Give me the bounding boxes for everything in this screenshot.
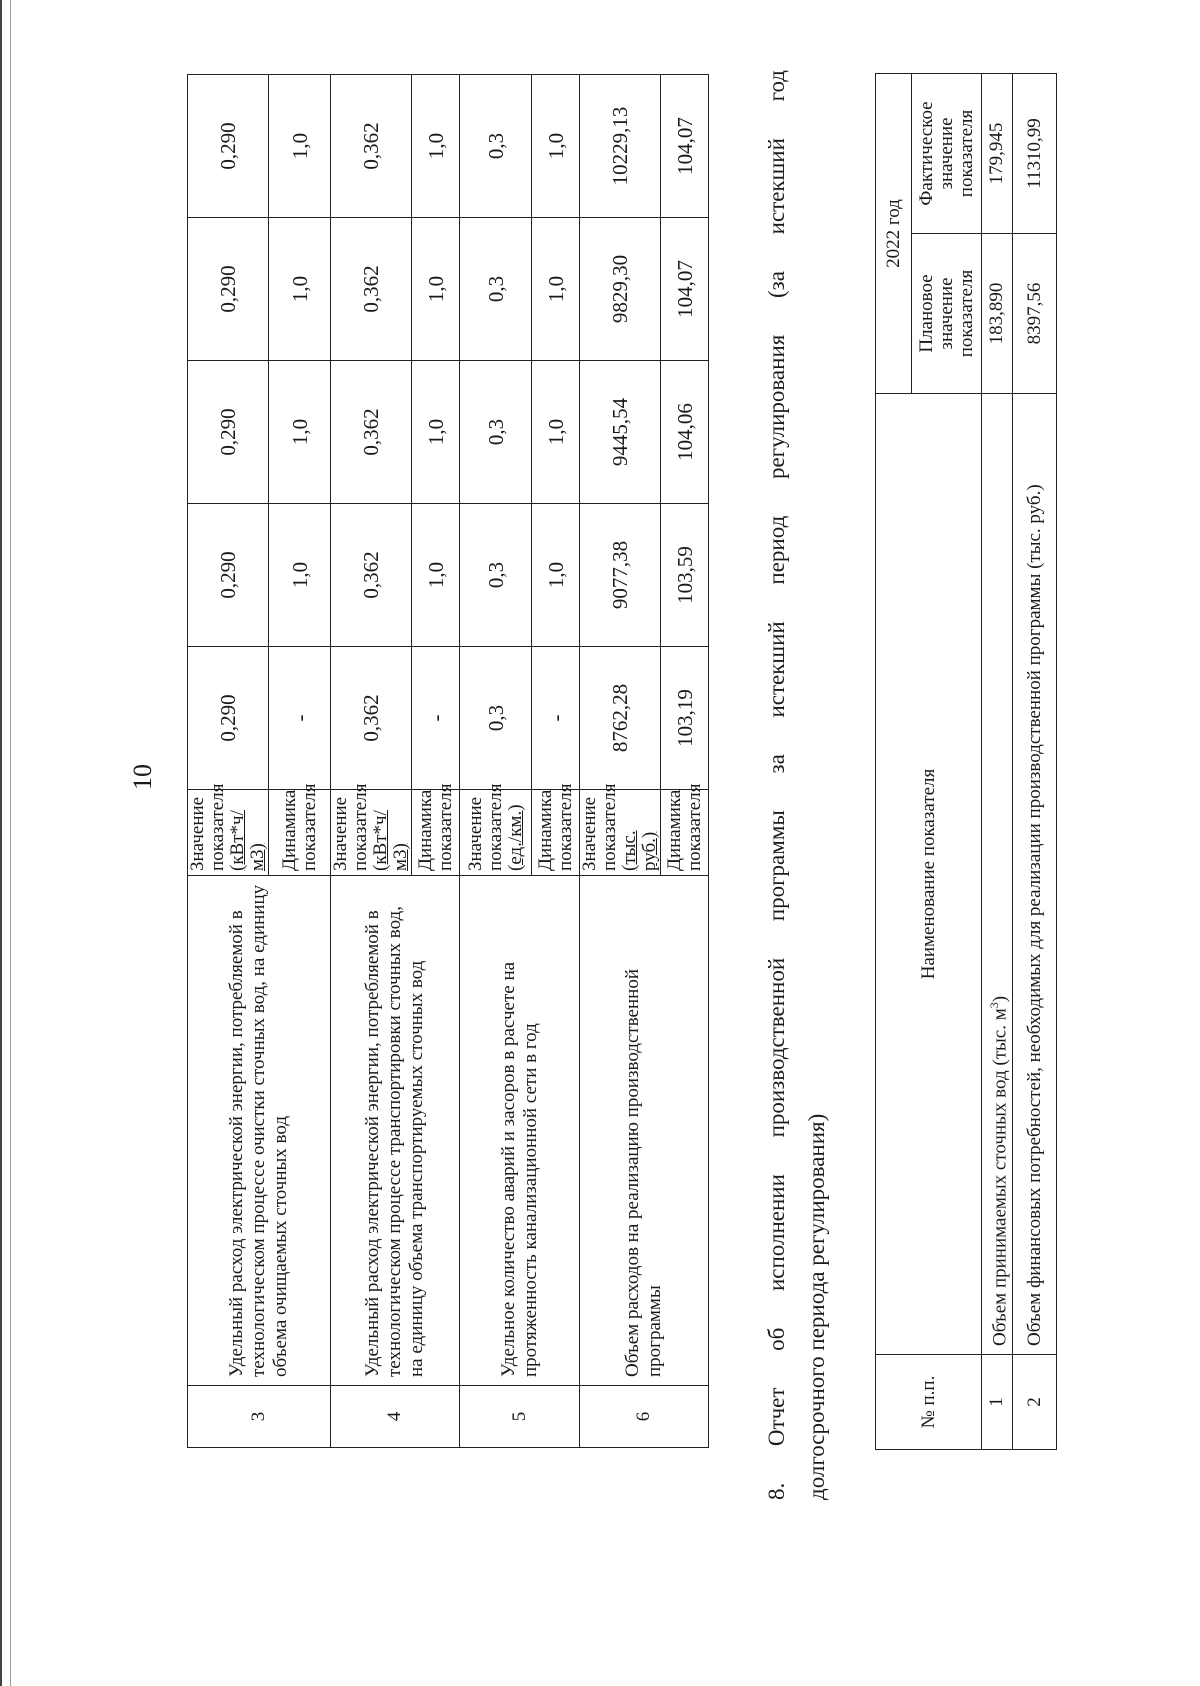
value-cell: 0,290	[188, 75, 269, 218]
row-fact: 11310,99	[1013, 73, 1057, 233]
value-cell: 10229,13	[580, 75, 661, 218]
dynamics-cell: 104,07	[661, 218, 709, 361]
value-cell: 0,290	[188, 647, 269, 790]
row-name-sup: 3	[987, 1002, 1001, 1009]
row-no: 2	[1013, 1355, 1057, 1450]
dynamics-cell: 1,0	[532, 75, 580, 218]
dyn-label-l1: Динамика	[414, 789, 436, 871]
value-cell: 0,3	[460, 218, 532, 361]
header-year: 2022 год	[876, 73, 912, 393]
table-row	[460, 75, 532, 1448]
value-label	[330, 783, 412, 876]
value-label-unit: (кВт*ч/м3)	[227, 810, 268, 871]
row-name	[982, 394, 1013, 1355]
header-fact-l1: Фактическое	[915, 101, 937, 206]
value-cell: 0,362	[331, 75, 412, 218]
section-8-heading: 8. Отчет об исполнении производственной программы за истекший период регулирования (за истекший год	[764, 70, 789, 1500]
row-plan: 183,890	[982, 234, 1013, 394]
value-label-l2: показателя	[484, 783, 506, 871]
row-no: 4	[331, 1386, 460, 1448]
value-label-l2: показателя	[599, 783, 620, 871]
value-cell: 8762,28	[580, 647, 661, 790]
table-row	[982, 73, 1013, 1449]
value-label-unit: (кВт*ч/м3)	[370, 810, 411, 871]
header-plan-l2: значение	[935, 277, 957, 350]
row-name: Удельное количество аварий и засоров в расчете на протяженность канализационной сети в год	[460, 876, 580, 1386]
header-fact-l3: показателя	[955, 109, 977, 198]
dyn-label-l2: показателя	[434, 783, 456, 871]
dyn-label-l1: Динамика	[278, 789, 300, 871]
value-cell: 0,362	[331, 361, 412, 504]
header-name: Наименование показателя	[876, 394, 982, 1355]
program-report-table	[875, 73, 1057, 1450]
dynamics-cell: 104,07	[661, 75, 709, 218]
table-row	[580, 75, 661, 1448]
dynamics-label	[412, 783, 460, 876]
dynamics-cell: 1,0	[412, 504, 460, 647]
dynamics-cell: -	[412, 647, 460, 790]
dynamics-cell: -	[532, 647, 580, 790]
row-no: 1	[982, 1355, 1013, 1450]
value-label-unit: (ед./км.)	[504, 804, 526, 871]
value-cell: 0,3	[460, 75, 532, 218]
header-plan-l1: Плановое	[915, 274, 937, 353]
row-name: Объем финансовых потребностей, необходимых для реализации производственной программы (тыс. руб.)	[1013, 394, 1057, 1355]
row-name-text: Объем принимаемых сточных вод (тыс. м	[989, 1008, 1011, 1346]
dynamics-cell: 1,0	[532, 361, 580, 504]
dynamics-label	[532, 783, 580, 876]
dynamics-cell: -	[269, 647, 331, 790]
value-cell: 9445,54	[580, 361, 661, 504]
dynamics-label	[661, 783, 709, 876]
header-plan	[912, 234, 982, 394]
dynamics-cell: 1,0	[269, 218, 331, 361]
value-label-l1: Значение	[464, 796, 486, 871]
dyn-label-l1: Динамика	[663, 789, 685, 871]
value-label-l1: Значение	[187, 796, 208, 871]
dyn-label-l2: показателя	[554, 783, 576, 871]
value-label-l2: показателя	[350, 783, 371, 871]
page-number: 10	[128, 764, 157, 790]
dynamics-cell: 1,0	[532, 218, 580, 361]
section-8-heading-cont: долгосрочного периода регулирования)	[804, 1113, 829, 1500]
row-fact: 179,945	[982, 73, 1013, 233]
header-fact-l2: значение	[935, 117, 957, 190]
row-plan: 8397,56	[1013, 234, 1057, 394]
value-cell: 0,290	[188, 361, 269, 504]
header-fact	[912, 73, 982, 233]
row-name-tail: )	[989, 995, 1011, 1003]
value-label-unit: (тыс. руб.)	[619, 830, 660, 871]
row-name: Объем расходов на реализацию производственной программы	[580, 876, 709, 1386]
row-no: 3	[188, 1386, 331, 1448]
dynamics-label	[269, 783, 331, 876]
header-plan-l3: показателя	[955, 269, 977, 358]
value-cell: 0,290	[188, 218, 269, 361]
value-label	[579, 783, 661, 876]
dynamics-cell: 103,19	[661, 647, 709, 790]
dynamics-cell: 1,0	[269, 75, 331, 218]
value-cell: 0,290	[188, 504, 269, 647]
dynamics-cell: 1,0	[412, 75, 460, 218]
value-cell: 0,3	[460, 647, 532, 790]
value-cell: 0,362	[331, 647, 412, 790]
dyn-label-l2: показателя	[683, 783, 705, 871]
indicators-table	[187, 74, 709, 1448]
table-row	[331, 75, 412, 1448]
dynamics-cell: 103,59	[661, 504, 709, 647]
value-cell: 0,3	[460, 361, 532, 504]
dynamics-cell: 1,0	[269, 504, 331, 647]
value-label-l1: Значение	[330, 796, 351, 871]
value-label-l1: Значение	[579, 796, 600, 871]
value-label-l2: показателя	[207, 783, 228, 871]
value-cell: 9829,30	[580, 218, 661, 361]
header-no: № п.п.	[876, 1355, 982, 1450]
dynamics-cell: 1,0	[269, 361, 331, 504]
dynamics-cell: 1,0	[532, 504, 580, 647]
dyn-label-l2: показателя	[298, 783, 320, 871]
row-no: 5	[460, 1386, 580, 1448]
value-cell: 9077,38	[580, 504, 661, 647]
value-label	[460, 783, 532, 876]
table-row	[1013, 73, 1057, 1449]
value-cell: 0,3	[460, 504, 532, 647]
row-name: Удельный расход электрической энергии, потребляемой в технологическом процессе транспортировки сточных вод, на единицу объема транспортируемых сточных вод	[331, 876, 460, 1386]
row-no: 6	[580, 1386, 709, 1448]
dynamics-cell: 1,0	[412, 361, 460, 504]
dyn-label-l1: Динамика	[534, 789, 556, 871]
dynamics-cell: 104,06	[661, 361, 709, 504]
row-name: Удельный расход электрической энергии, потребляемой в технологическом процессе очистки сточных вод, на единицу объема очищаемых сточных вод	[188, 876, 331, 1386]
value-cell: 0,362	[331, 218, 412, 361]
table-row	[188, 75, 269, 1448]
value-cell: 0,362	[331, 504, 412, 647]
value-label	[187, 783, 269, 876]
dynamics-cell: 1,0	[412, 218, 460, 361]
